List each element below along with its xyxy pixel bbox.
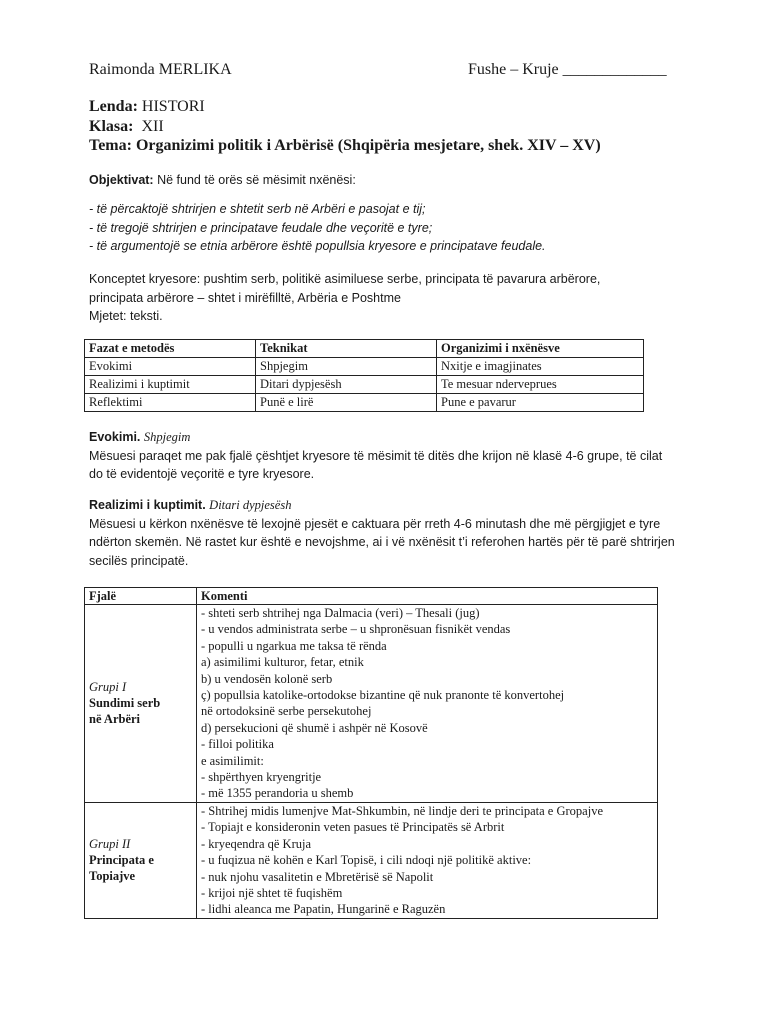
comment-line: ç) popullsia katolike-ortodokse bizantine që nuk pranonte të konvertohej <box>201 688 565 703</box>
tools-line: Mjetet: teksti. <box>89 309 163 323</box>
evokimi-title: Evokimi. <box>89 430 141 444</box>
tema-line <box>89 137 601 154</box>
objectives-list <box>89 200 546 256</box>
comment-line: - krijoi një shtet të fuqishëm <box>201 885 343 900</box>
comment-line: - më 1355 perandoria u shemb <box>201 786 354 801</box>
evokimi-text: Mësuesi paraqet me pak fjalë çështjet kryesore të mësimit të ditës dhe krijon në klasë 4-6 grupe, të cilat <box>89 448 663 463</box>
comment-cell <box>197 605 658 803</box>
comment-line: - Topiajt e konsideronin veten pasues të Principatës së Arbrit <box>201 820 505 835</box>
klasa-label: Klasa: <box>89 118 134 135</box>
lenda-line <box>89 98 205 115</box>
concepts-line: principata arbërore – shtet i mirëfilltë, Arbëria e Poshtme <box>89 290 401 305</box>
comment-line: - u vendos administrata serbe – u shpronësuan fisnikët vendas <box>201 622 511 637</box>
evokimi-technique: Shpjegim <box>143 430 191 444</box>
group-cell <box>85 802 197 918</box>
concepts-block <box>89 270 600 326</box>
evokimi-section <box>89 428 662 484</box>
column-header: Teknikat <box>256 340 437 358</box>
tema-label: Tema: <box>89 137 132 154</box>
comment-line: - Shtrihej midis lumenjve Mat-Shkumbin, në lindje deri te principata e Gropajve <box>201 803 603 818</box>
comment-line: në ortodoksinë serbe persekutohej <box>201 704 372 719</box>
lenda-label: Lenda: <box>89 98 138 115</box>
table-cell: Shpjegim <box>256 358 437 376</box>
comment-line: - nuk njohu vasalitetin e Mbretërisë së Napolit <box>201 869 434 884</box>
comment-line: - populli u ngarkua me taksa të rënda <box>201 638 387 653</box>
location-line: Fushe – Kruje _____________ <box>468 61 667 78</box>
group-title: Sundimi serb <box>89 696 161 711</box>
group-title: në Arbëri <box>89 712 141 727</box>
realizimi-text: ndërton skemën. Në rastet kur është e nevojshme, ai i vë nxënësit t’i referohen hartës për të parë shtrirjen <box>89 535 675 549</box>
group-label: Grupi I <box>89 680 127 695</box>
objective-item: - të argumentojë se etnia arbërore është popullsia kryesore e principatave feudale. <box>89 239 546 253</box>
table-cell: Pune e pavarur <box>437 394 644 412</box>
column-header: Organizimi i nxënësve <box>437 340 644 358</box>
table-cell: Reflektimi <box>85 394 256 412</box>
objective-item: - të tregojë shtrirjen e principatave feudale dhe veçoritë e tyre; <box>89 220 433 235</box>
column-header: Komenti <box>197 588 658 605</box>
group-title: Principata e <box>89 853 154 868</box>
comment-line: a) asimilimi kulturor, fetar, etnik <box>201 655 364 670</box>
column-header: Fazat e metodës <box>85 340 256 358</box>
evokimi-heading <box>89 428 662 447</box>
objectives-heading <box>89 171 356 189</box>
klasa-line <box>89 118 164 135</box>
comment-line: - shpërthyen kryengritje <box>201 770 322 785</box>
concepts-line: Konceptet kryesore: pushtim serb, politikë asimiluese serbe, principata të pavarura arbërore, <box>89 272 601 286</box>
comment-line: - filloi politika <box>201 737 274 752</box>
table-cell: Te mesuar nderveprues <box>437 376 644 394</box>
groups-table <box>84 587 658 919</box>
table-header-row <box>85 340 644 358</box>
comment-line: b) u vendosën kolonë serb <box>201 671 333 686</box>
table-cell: Evokimi <box>85 358 256 376</box>
realizimi-heading <box>89 496 675 515</box>
column-header: Fjalë <box>85 588 197 605</box>
table-cell: Ditari dypjesësh <box>256 376 437 394</box>
comment-line: e asimilimit: <box>201 753 264 768</box>
comment-line: - u fuqizua në kohën e Karl Topisë, i cili ndoqi një politikë aktive: <box>201 853 532 868</box>
objectives-label: Objektivat: <box>89 173 154 187</box>
objective-item: - të përcaktojë shtrirjen e shtetit serb në Arbëri e pasojat e tij; <box>89 202 426 216</box>
table-row <box>85 394 644 412</box>
table-cell: Realizimi i kuptimit <box>85 376 256 394</box>
table-row <box>85 605 658 803</box>
klasa-value: XII <box>141 118 164 135</box>
realizimi-title: Realizimi i kuptimit. <box>89 498 206 512</box>
group-label: Grupi II <box>89 837 131 852</box>
comment-cell <box>197 802 658 918</box>
table-cell: Nxitje e imagjinates <box>437 358 644 376</box>
realizimi-technique: Ditari dypjesësh <box>209 498 292 512</box>
table-row <box>85 358 644 376</box>
phases-table <box>84 339 644 412</box>
realizimi-section <box>89 496 675 570</box>
comment-line: d) persekucioni që shumë i ashpër në Kosovë <box>201 720 428 735</box>
comment-line: - shteti serb shtrihej nga Dalmacia (veri) – Thesali (jug) <box>201 606 480 620</box>
comment-line: - lidhi aleanca me Papatin, Hungarinë e Raguzën <box>201 902 446 917</box>
realizimi-text: Mësuesi u kërkon nxënësve të lexojnë pjesët e caktuara për rreth 4-6 minutash dhe më përgjigjet e tyre <box>89 516 661 531</box>
group-title: Topiajve <box>89 869 136 884</box>
realizimi-text: secilës principatë. <box>89 553 189 568</box>
author-name: Raimonda MERLIKA <box>89 61 232 78</box>
objectives-intro: Në fund të orës së mësimit nxënësi: <box>157 173 356 187</box>
table-row <box>85 802 658 918</box>
table-cell: Punë e lirë <box>256 394 437 412</box>
tema-value: Organizimi politik i Arbërisë (Shqipëria mesjetare, shek. XIV – XV) <box>135 137 601 154</box>
table-header-row <box>85 588 658 605</box>
group-cell <box>85 605 197 803</box>
evokimi-text: do të evidentojë veçoritë e tyre kryesore. <box>89 467 315 481</box>
lenda-value: HISTORI <box>141 98 205 115</box>
comment-line: - kryeqendra që Kruja <box>201 836 312 851</box>
table-row <box>85 376 644 394</box>
